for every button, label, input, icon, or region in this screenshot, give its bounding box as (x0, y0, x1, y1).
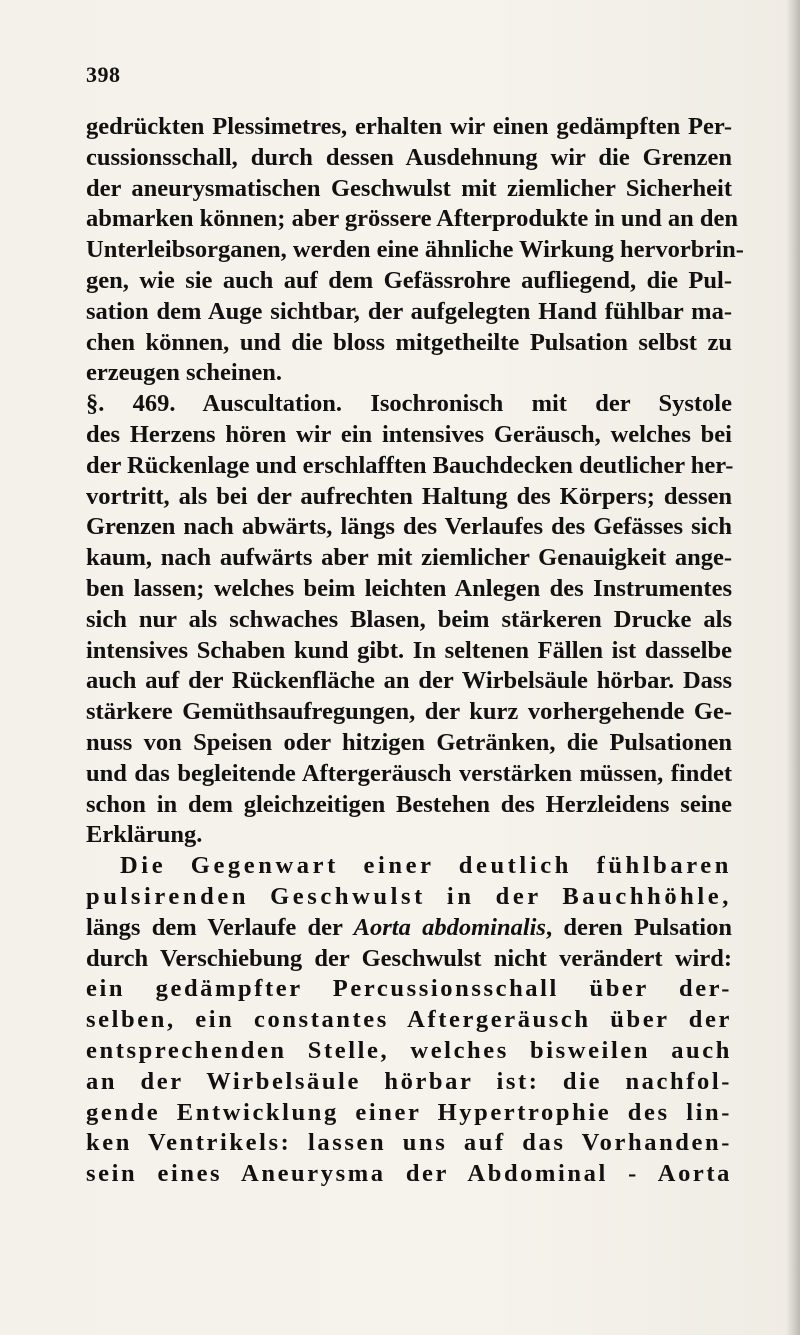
text-line-1: gedrückten Plessimetres, erhalten wir einen gedämpften Per- (86, 113, 732, 140)
text-line-18: intensives Schaben kund gibt. In seltenen Fällen ist dasselbe (86, 636, 732, 664)
text-line-9: erzeugen scheinen. (86, 359, 282, 387)
section-heading-line: §. 469. Auscultation. Isochronisch mit der Systole (86, 390, 732, 418)
text-line-23: schon in dem gleichzeitigen Bestehen des Herzleidens seine (86, 790, 732, 818)
text-line-4: abmarken können; aber grössere Afterprodukte in und an den (86, 205, 739, 233)
text-line-3: der aneurysmatischen Geschwulst mit ziemlicher Sicherheit (86, 174, 732, 202)
text-line-19: auch auf der Rückenfläche an der Wirbelsäule hörbar. Dass (86, 667, 732, 695)
text-line-7: sation dem Auge sichtbar, der aufgelegten Hand fühlbar ma- (86, 297, 732, 325)
text-line-13: vortritt, als bei der aufrechten Haltung des Körpers; dessen (86, 482, 732, 510)
text-line-33: gende Entwicklung einer Hypertrophie des lin- (86, 1098, 732, 1126)
text-line-32: an der Wirbelsäule hörbar ist: die nachfol- (86, 1067, 732, 1095)
text-line-5: Unterleibsorganen, werden eine ähnliche Wirkung hervorbrin- (86, 236, 744, 264)
text-line-27-b: , deren Pulsation (545, 913, 732, 941)
text-line-22: und das begleitende Aftergeräusch verstärken müssen, findet (86, 759, 732, 787)
text-line-27-a: längs dem Verlaufe der (86, 913, 354, 941)
text-line-25: Die Gegenwart einer deutlich fühlbaren (120, 852, 732, 880)
text-line-6: gen, wie sie auch auf dem Gefässrohre aufliegend, die Pul- (86, 266, 732, 294)
text-line-35: sein eines Aneurysma der Abdominal - Aorta (86, 1160, 732, 1188)
text-line-8: chen können, und die bloss mitgetheilte Pulsation selbst zu (86, 328, 732, 356)
text-line-28: durch Verschiebung der Geschwulst nicht verändert wird: (86, 944, 732, 972)
text-line-30: selben, ein constantes Aftergeräusch über der (86, 1006, 732, 1034)
text-line-16: ben lassen; welches beim leichten Anlegen des Instrumentes (86, 574, 732, 602)
text-line-14: Grenzen nach abwärts, längs des Verlaufes des Gefässes sich (86, 513, 732, 541)
text-line-31: entsprechenden Stelle, welches bisweilen auch (86, 1036, 732, 1064)
text-line-15: kaum, nach aufwärts aber mit ziemlicher Genauigkeit ange- (86, 544, 732, 572)
text-line-27 (86, 913, 732, 944)
text-line-17: sich nur als schwaches Blasen, beim stärkeren Drucke als (86, 605, 732, 633)
text-line-12: der Rückenlage und erschlafften Bauchdecken deutlicher her- (86, 451, 734, 479)
text-line-20: stärkere Gemüthsaufregungen, der kurz vorhergehende Ge- (86, 698, 732, 726)
text-line-34: ken Ventrikels: lassen uns auf das Vorhanden- (86, 1129, 732, 1157)
aorta-abdominalis-italic: Aorta abdominalis (353, 913, 546, 941)
body-text (86, 112, 744, 1190)
text-line-24: Erklärung. (86, 821, 203, 849)
page-edge-shadow (786, 0, 800, 1335)
text-line-29: ein gedämpfter Percussionsschall über der- (86, 975, 732, 1003)
text-line-11: des Herzens hören wir ein intensives Geräusch, welches bei (86, 420, 732, 448)
page-number: 398 (86, 62, 121, 87)
text-line-26: pulsirenden Geschwulst in der Bauchhöhle, (86, 882, 732, 910)
text-line-21: nuss von Speisen oder hitzigen Getränken, die Pulsationen (86, 728, 732, 756)
text-line-2: cussionsschall, durch dessen Ausdehnung wir die Grenzen (86, 143, 732, 171)
